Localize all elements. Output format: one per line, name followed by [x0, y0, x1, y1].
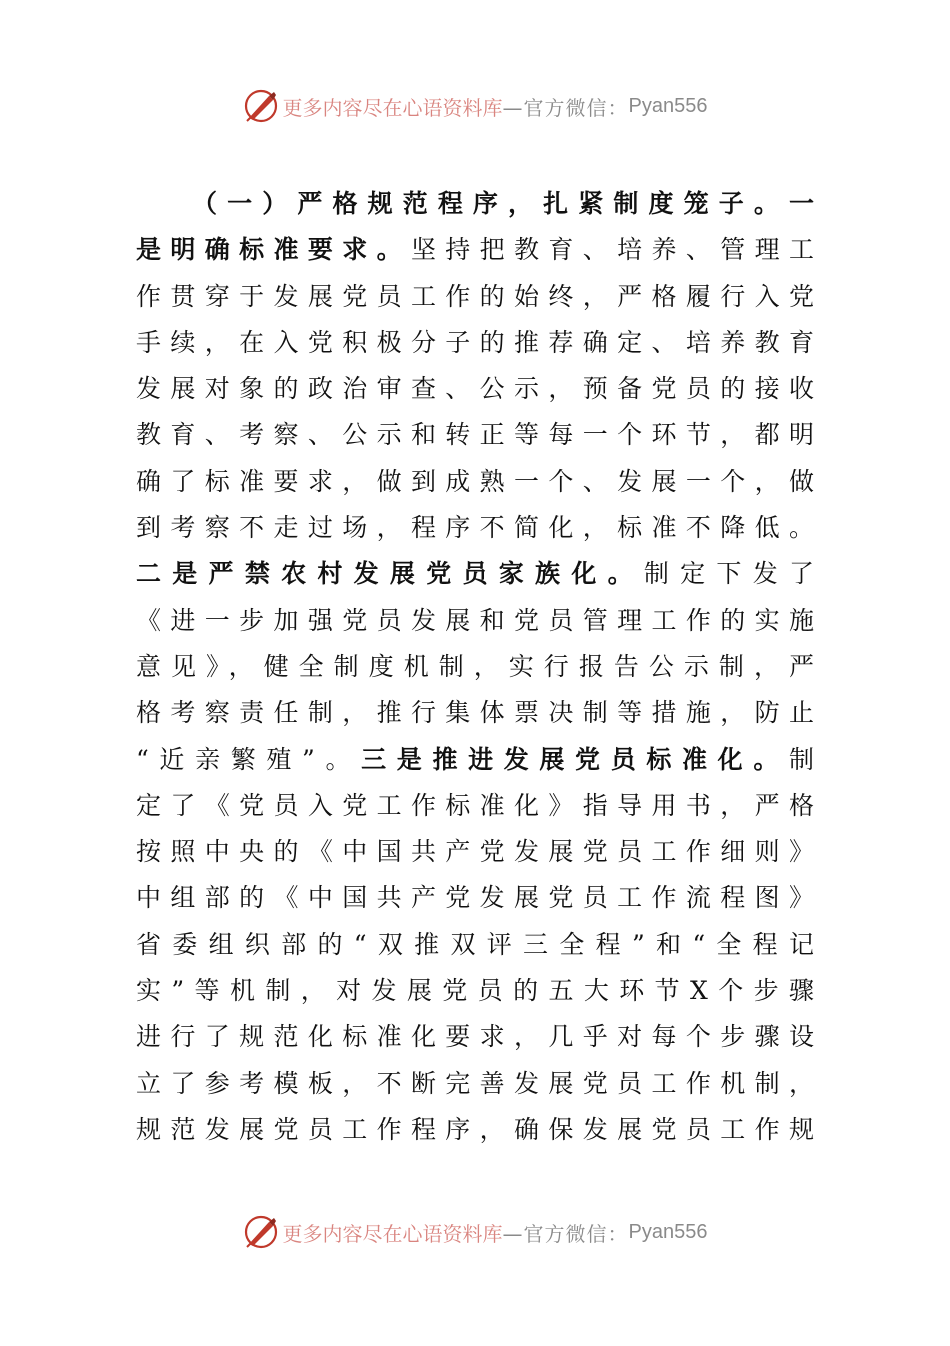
text-line	[136, 1107, 816, 1153]
text-segment: 格考察责任制，推行集体票决制等措施，防止	[136, 698, 816, 728]
text-line	[136, 829, 816, 875]
text-line	[136, 459, 816, 505]
text-segment: 制定下发了	[643, 559, 816, 589]
text-line	[136, 551, 816, 597]
text-segment: 坚持把教育、培养、管理工	[410, 235, 816, 265]
text-segment: 发展对象的政治审查、公示，预备党员的接收	[136, 374, 816, 404]
bold-text-segment: 二是严禁农村发展党员家族化。	[136, 559, 644, 589]
text-line	[136, 181, 816, 227]
text-segment: 省委组织部的“双推双评三全程”和“全程记	[136, 929, 816, 959]
bold-text-segment: 是明确标准要求。	[136, 235, 411, 265]
text-segment: 立了参考模板，不断完善发展党员工作机制，	[136, 1068, 816, 1098]
pen-logo-icon	[243, 88, 279, 124]
text-segment: 定了《党员入党工作标准化》指导用书，严格	[136, 790, 816, 820]
text-line	[136, 274, 816, 320]
text-segment: 按照中央的《中国共产党发展党员工作细则》	[136, 837, 816, 867]
text-segment: 意见》，健全制度机制，实行报告公示制，严	[136, 651, 816, 681]
text-segment: 《进一步加强党员发展和党员管理工作的实施	[136, 605, 816, 635]
text-line	[136, 320, 816, 366]
header-watermark	[0, 86, 950, 126]
text-line	[136, 875, 816, 921]
text-segment: 手续，在入党积极分子的推荐确定、培养教育	[136, 327, 816, 357]
text-line	[136, 598, 816, 644]
text-segment: 制	[788, 744, 816, 774]
text-segment: 教育、考察、公示和转正等每一个环节，都明	[136, 420, 816, 450]
text-line	[136, 505, 816, 551]
watermark-label: —官方微信：	[502, 95, 629, 120]
watermark-title: 更多内容尽在心语资料库	[282, 95, 503, 120]
text-segment: 规范发展党员工作程序，确保发展党员工作规	[136, 1114, 816, 1144]
text-segment: 到考察不走过场，程序不简化，标准不降低。	[136, 513, 816, 543]
watermark-title: 更多内容尽在心语资料库	[282, 1221, 503, 1246]
watermark-id: Pyan556	[628, 1220, 708, 1243]
pen-logo-icon	[243, 1214, 279, 1250]
watermark-id: Pyan556	[628, 94, 708, 117]
text-line	[136, 1061, 816, 1107]
text-segment: 确了标准要求，做到成熟一个、发展一个，做	[136, 466, 816, 496]
text-line	[136, 783, 816, 829]
text-line	[136, 737, 816, 783]
text-segment: 实”等机制，对发展党员的五大环节X个步骤	[136, 976, 816, 1006]
text-segment: “近亲繁殖”。	[136, 744, 362, 774]
bold-text-segment: 三是推进发展党员标准化。	[361, 744, 789, 774]
text-segment: 进行了规范化标准化要求，几乎对每个步骤设	[136, 1022, 816, 1052]
watermark-label: —官方微信：	[502, 1221, 629, 1246]
document-body	[136, 181, 816, 1153]
text-segment: 中组部的《中国共产党发展党员工作流程图》	[136, 883, 816, 913]
footer-watermark	[0, 1212, 950, 1252]
text-line	[136, 412, 816, 458]
text-line	[136, 922, 816, 968]
text-line	[136, 644, 816, 690]
text-line	[136, 690, 816, 736]
text-line	[136, 227, 816, 273]
text-line	[136, 366, 816, 412]
text-line	[136, 1014, 816, 1060]
text-segment: 作贯穿于发展党员工作的始终，严格履行入党	[136, 281, 816, 311]
text-line	[136, 968, 816, 1014]
bold-text-segment: （一）严格规范程序，扎紧制度笼子。一	[192, 189, 816, 218]
